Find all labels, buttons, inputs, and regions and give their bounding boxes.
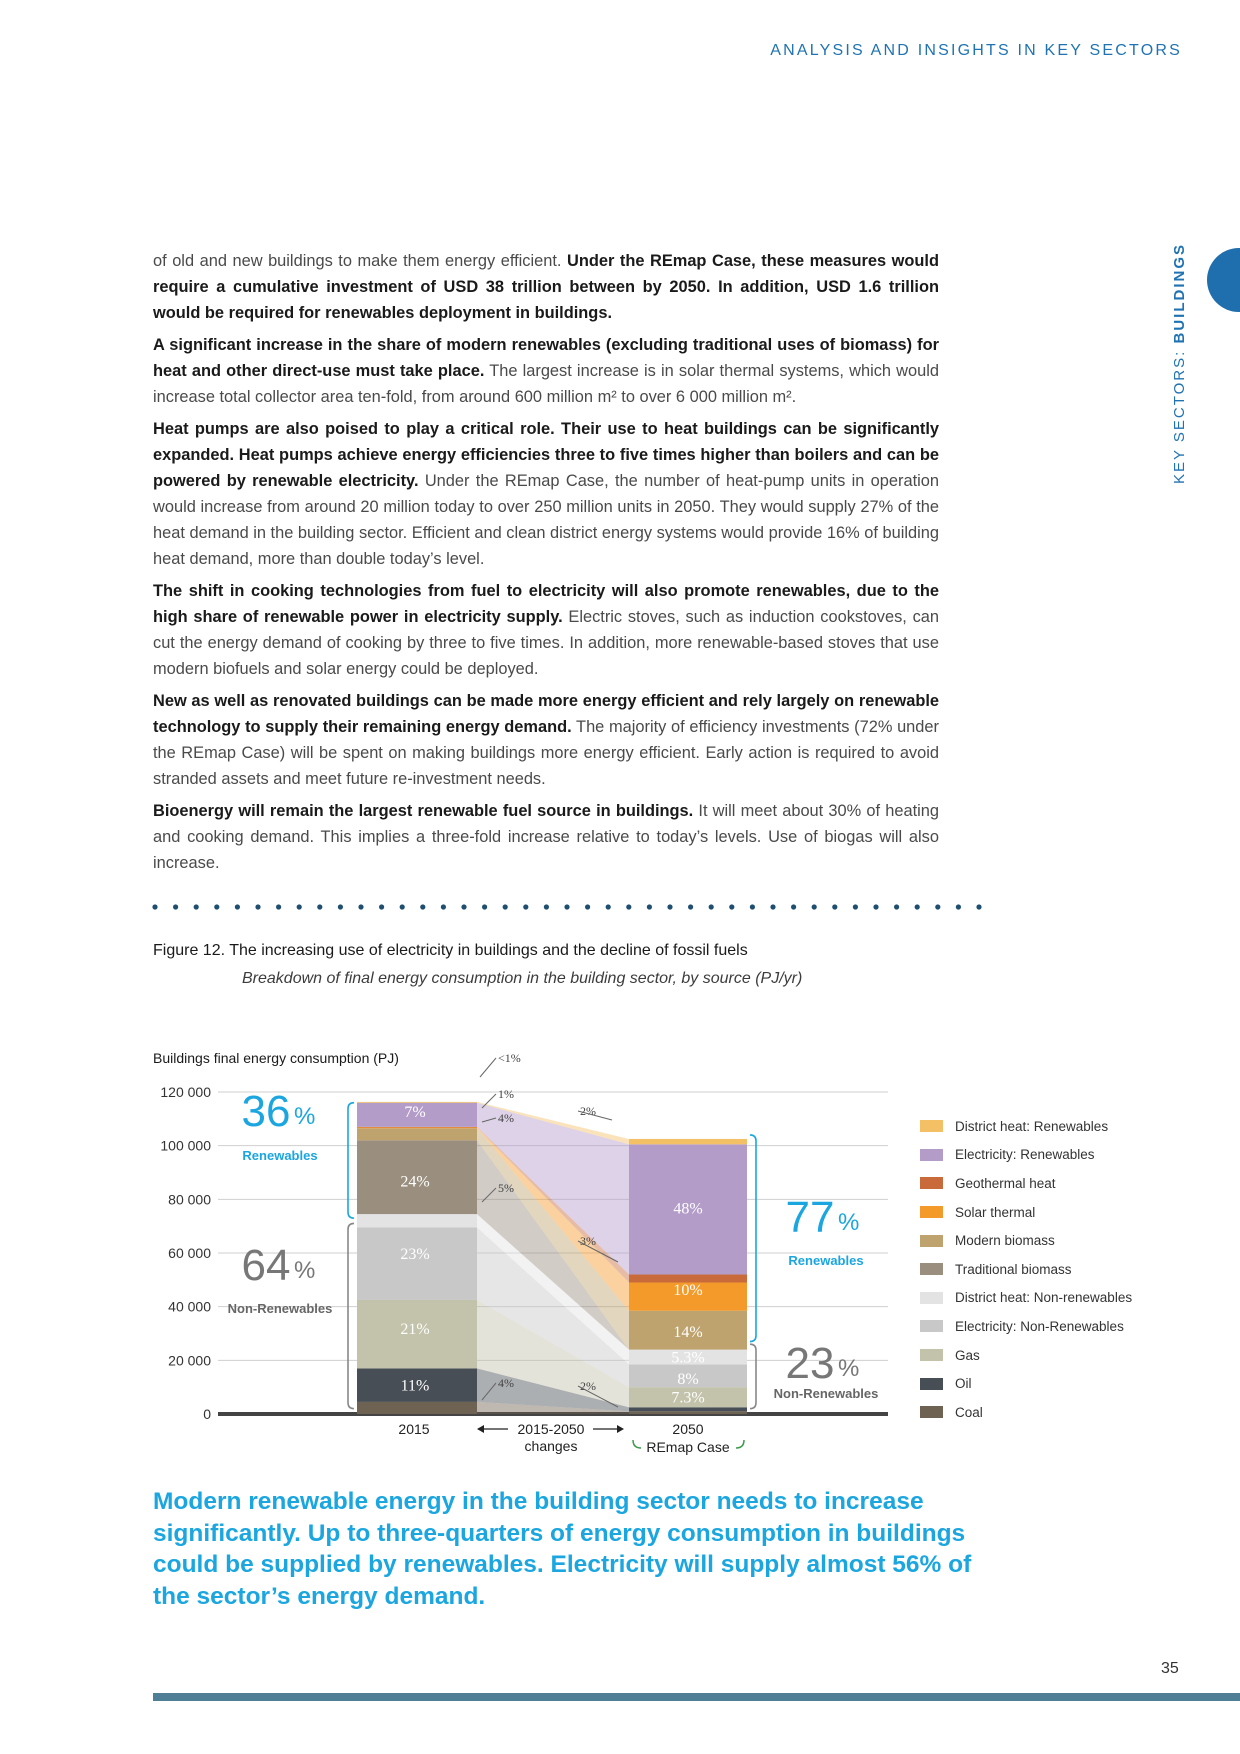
divider-dot [626,904,631,909]
legend-label: Modern biomass [955,1233,1055,1249]
legend-swatch [920,1206,943,1218]
paragraph-bold: New as well as renovated buildings can be made more energy efficient and rely largely on renewable technology to supply their remaining energy demand. [153,692,939,736]
brace-2015-renewables [348,1103,354,1218]
paragraph-text: Electric stoves, such as induction cookstoves, can cut the energy demand of cooking by three to five times. In addition, more renewable-based stoves that use modern biofuels and solar energy could be deployed. [153,608,939,678]
legend-item [920,1255,1132,1284]
paragraph-text: of old and new buildings to make them energy efficient. [153,252,567,270]
legend-label: Oil [955,1376,972,1392]
divider-dot [667,904,672,909]
paragraph-text: Under the REmap Case, the number of heat-pump units in operation would increase from around 20 million today to over 250 million units in 2050. They would supply 27% of the heat demand in the building sector. Efficient and clean district energy systems would provide 16% of building heat demand, more than double today’s level. [153,472,939,568]
legend-label: Gas [955,1347,980,1363]
bar-segment-2015 [357,1127,477,1128]
divider-dot [585,904,590,909]
legend-item [920,1198,1132,1227]
legend-item [920,1398,1132,1427]
change-label: 1% [498,1087,514,1101]
arrow-right-head [617,1425,624,1433]
change-label: 2% [580,1379,596,1393]
y-tick-label: 80 000 [168,1191,211,1208]
legend-swatch [920,1320,943,1332]
legend-swatch [920,1235,943,1247]
dotted-divider [150,903,990,911]
paragraph-3 [153,416,939,572]
divider-dot [317,904,322,909]
body-text [153,248,939,882]
bar-segment-2050 [629,1139,747,1144]
divider-dot [297,904,302,909]
bar-label-2015: 24% [400,1173,430,1191]
legend-swatch [920,1406,943,1418]
remap-bracket-left [633,1440,641,1448]
legend-label: Electricity: Renewables [955,1147,1095,1163]
legend-swatch [920,1149,943,1161]
divider-dot [441,904,446,909]
legend-item [920,1369,1132,1398]
change-label: 2% [580,1104,596,1118]
paragraph-bold: A significant increase in the share of modern renewables (excluding traditional uses of biomass) for heat and other direct-use must take place. [153,336,939,380]
key-takeaway: Modern renewable energy in the building sector needs to increase significantly. Up to three-quarters of energy consumption in buildings could be supplied by renewables. Electricity will supply almost 56% of the sector’s energy demand. [153,1488,972,1610]
paragraph-bold: Bioenergy will remain the largest renewable fuel source in buildings. [153,802,694,820]
brace-2050-renewables [750,1135,756,1342]
legend-swatch [920,1120,943,1132]
bar-segment-2015 [357,1402,477,1414]
bar-label-2050: 5.3% [671,1349,705,1367]
paragraph-4 [153,578,939,682]
bar-segment-2015 [357,1102,477,1103]
bar-segment-2015 [357,1228,477,1300]
footer-bar [153,1693,1240,1701]
divider-dot [873,904,878,909]
bar-label-2015: 21% [400,1321,430,1339]
divider-dot [482,904,487,909]
figure-subtitle: Breakdown of final energy consumption in the building sector, by source (PJ/yr) [242,970,803,987]
y-tick-label: 20 000 [168,1352,211,1369]
figure-title: Figure 12. The increasing use of electricity in buildings and the decline of fossil fuels [153,942,748,959]
paragraph-text: It will meet about 30% of heating and cooking demand. This implies a three-fold increase relative to today’s levels. Use of biogas will also increase. [153,802,939,872]
legend-label: District heat: Renewables [955,1118,1109,1134]
divider-dot [379,904,384,909]
divider-dot [750,904,755,909]
divider-dot [564,904,569,909]
right-nonrenewables-percent-sign: % [838,1355,860,1382]
paragraph-6 [153,798,939,876]
side-section-label [1171,244,1188,484]
divider-dot [791,904,796,909]
y-tick-label: 60 000 [168,1245,211,1261]
paragraph-bold: Heat pumps are also poised to play a critical role. Their use to heat buildings can be significantly expanded. Heat pumps achieve energy efficiencies three to five times higher than boilers and can be powered by renewable electricity. [153,420,939,490]
bar-label-2050: 7.3% [671,1389,705,1407]
brace-2050-nonrenewables [750,1344,756,1408]
bar-segment-2015 [357,1128,477,1140]
divider-dot [544,904,549,909]
leader-line [480,1058,496,1077]
divider-dot [688,904,693,909]
x-label-2050: 2050 [672,1421,704,1437]
divider-dot [152,904,157,909]
paragraph-bold: Under the REmap Case, these measures would require a cumulative investment of USD 38 trillion between by 2050. In addition, USD 1.6 trillion would be required for renewables deployment in buildings. [153,252,939,322]
paragraph-1 [153,248,939,326]
bar-label-2050: 10% [673,1282,703,1300]
legend-swatch [920,1263,943,1275]
change-label: 4% [498,1376,514,1390]
legend-item [920,1312,1132,1341]
arrow-left-head [477,1425,484,1433]
right-nonrenewables-value: 23 [785,1339,835,1388]
bar-label-2050: 14% [673,1323,703,1341]
change-label: 5% [498,1181,514,1195]
divider-dot [235,904,240,909]
divider-dot [338,904,343,909]
left-nonrenewables-value: 64 [241,1241,291,1290]
x-label-changes-line2: changes [524,1438,578,1454]
legend-swatch [920,1292,943,1304]
paragraph-text: The majority of efficiency investments (72% under the REmap Case) will be spent on making buildings more energy efficient. Early action is required to avoid stranded assets and meet future re-investment needs. [153,718,939,788]
paragraph-text: The largest increase is in solar thermal systems, which would increase total collector area ten-fold, from around 600 million m² to over 6 000 million m². [153,362,939,406]
legend-item [920,1169,1132,1198]
divider-dot [523,904,528,909]
legend-item [920,1284,1132,1313]
x-label-remap: REmap Case [646,1439,730,1455]
side-label-highlight: BUILDINGS [1171,243,1188,344]
legend-swatch [920,1177,943,1189]
legend-swatch [920,1349,943,1361]
right-nonrenewables-label: Non-Renewables [773,1386,879,1401]
divider-dot [461,904,466,909]
paragraph-2 [153,332,939,410]
bar-label-2015: 11% [400,1377,430,1395]
change-label: <1% [498,1051,521,1065]
y-tick-label: 40 000 [168,1298,211,1315]
running-header: ANALYSIS AND INSIGHTS IN KEY SECTORS [770,42,1182,59]
change-label: 4% [498,1111,514,1125]
legend-label: Geothermal heat [955,1175,1056,1191]
legend-swatch [920,1378,943,1390]
right-renewables-percent-sign: % [838,1209,860,1236]
legend-label: District heat: Non-renewables [955,1290,1133,1306]
divider-dot [276,904,281,909]
y-tick-label: 100 000 [160,1137,211,1154]
divider-dot [420,904,425,909]
x-label-2015: 2015 [398,1421,430,1437]
bar-segment-2015 [357,1127,477,1128]
side-label-prefix: KEY SECTORS: [1171,343,1188,484]
y-axis-title: Buildings final energy consumption (PJ) [153,1050,399,1066]
divider-dot [647,904,652,909]
brace-2015-nonrenewables [348,1223,354,1408]
legend-item [920,1141,1132,1170]
divider-dot [729,904,734,909]
legend-label: Electricity: Non-Renewables [955,1318,1124,1334]
left-nonrenewables-label: Non-Renewables [227,1301,333,1316]
divider-dot [503,904,508,909]
left-renewables-value: 36 [241,1087,291,1136]
chart-legend [920,1112,1132,1427]
legend-label: Coal [955,1404,983,1420]
divider-dot [853,904,858,909]
divider-dot [976,904,981,909]
bar-label-2050: 8% [677,1370,699,1388]
paragraph-5 [153,688,939,792]
page-number: 35 [1161,1660,1179,1677]
divider-dot [894,904,899,909]
divider-dot [214,904,219,909]
bar-segment-2050 [629,1407,747,1411]
divider-dot [812,904,817,909]
bar-label-2015: 7% [404,1103,426,1121]
left-nonrenewables-percent-sign: % [294,1257,316,1284]
bar-label-2050: 48% [673,1200,703,1218]
section-tab-marker [1207,248,1240,312]
divider-dot [915,904,920,909]
legend-item [920,1112,1132,1141]
paragraph-bold: The shift in cooking technologies from fuel to electricity will also promote renewables, due to the high share of renewable power in electricity supply. [153,582,939,626]
change-label: 3% [580,1234,596,1248]
divider-dot [173,904,178,909]
divider-dot [709,904,714,909]
divider-dot [255,904,260,909]
divider-dot [935,904,940,909]
y-tick-label: 120 000 [160,1084,211,1100]
remap-bracket-right [736,1440,744,1448]
right-renewables-value: 77 [785,1193,835,1242]
divider-dot [770,904,775,909]
legend-item [920,1226,1132,1255]
right-renewables-label: Renewables [788,1253,864,1268]
legend-item [920,1341,1132,1370]
x-label-changes: 2015-2050 [517,1421,585,1437]
left-renewables-label: Renewables [242,1148,318,1163]
bar-segment-2015 [357,1214,477,1227]
bar-segment-2050 [629,1411,747,1414]
left-renewables-percent-sign: % [294,1103,316,1130]
bar-label-2015: 23% [400,1246,430,1263]
divider-dot [400,904,405,909]
legend-label: Solar thermal [955,1204,1036,1220]
divider-dot [606,904,611,909]
legend-label: Traditional biomass [955,1261,1072,1277]
divider-dot [832,904,837,909]
divider-dot [194,904,199,909]
y-tick-label: 0 [203,1406,211,1422]
divider-dot [956,904,961,909]
divider-dot [358,904,363,909]
